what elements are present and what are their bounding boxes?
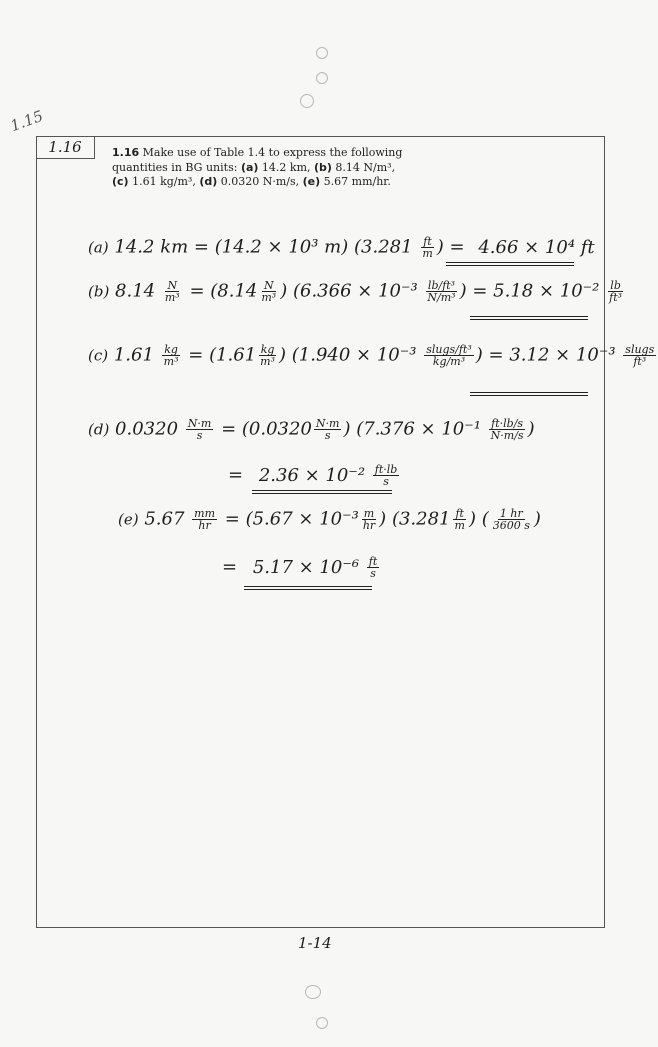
solution-c-factor-units: $\frac{\text{slugs/ft³}}{\text{kg/m³}}$ <box>426 343 472 368</box>
solution-d-underline-1 <box>252 490 392 491</box>
solution-c-result-units: $\frac{\text{slugs}}{\text{ft³}}$ <box>625 343 655 368</box>
solution-a-close: ) = <box>436 236 465 258</box>
solution-d-factor: (7.376 × 10⁻¹ <box>356 418 481 440</box>
binder-hole-bottom-2 <box>316 1017 328 1029</box>
solution-a-given: 14.2 km = <box>114 236 209 258</box>
solution-e-factor-close: ) <box>468 508 476 530</box>
solution-c-factor: (1.940 × 10⁻³ <box>291 344 417 366</box>
solution-e-underline-1 <box>244 586 372 587</box>
solution-b-step-units: $\frac{N}{\text{m³}}$ <box>261 279 277 304</box>
solution-a-factor-units: $\frac{ft}{m}$ <box>422 235 433 260</box>
part-c-label: (c) <box>112 175 129 188</box>
part-c-quantity: 1.61 kg/m³, <box>128 175 200 188</box>
solution-d-result-units: $\frac{ft\cdot lb}{s}$ <box>374 463 398 488</box>
problem-text: Make use of Table 1.4 to express the following quantities in BG units: <box>112 146 403 174</box>
part-a-label: (a) <box>240 160 259 174</box>
solution-d-step-close: ) <box>343 418 351 440</box>
solution-e-close: ) <box>533 508 541 530</box>
solution-e-given: 5.67 <box>144 508 185 530</box>
solution-d-underline-2 <box>252 493 392 494</box>
margin-note: 1.15 <box>7 106 46 136</box>
solution-c-given: 1.61 <box>113 344 154 366</box>
binder-hole-top-1 <box>316 47 328 59</box>
solution-e-result-units: $\frac{ft}{s}$ <box>368 555 378 580</box>
solution-e-factor: (3.281 <box>391 508 451 530</box>
solution-d-equals-2: = <box>228 464 244 486</box>
problem-statement <box>112 146 412 190</box>
solution-a-line <box>88 236 595 259</box>
solution-c-label: (c) <box>88 346 109 365</box>
solution-c-underline-2 <box>470 395 588 396</box>
solution-d-step: (0.0320 <box>241 418 312 440</box>
solution-b-factor: (6.366 × 10⁻³ <box>292 280 418 302</box>
part-e-quantity: 5.67 mm/hr. <box>320 175 391 188</box>
solution-d-result-line <box>228 464 401 487</box>
solution-e-equals-2: = <box>222 556 238 578</box>
solution-b-result: 5.18 × 10⁻² <box>493 280 600 302</box>
solution-c-step-units: $\frac{kg}{\text{m³}}$ <box>260 343 276 368</box>
solution-c-result: 3.12 × 10⁻³ <box>509 344 616 366</box>
solution-e-label: (e) <box>118 510 139 529</box>
solution-e-step-units: $\frac{m}{hr}$ <box>362 507 376 532</box>
solution-b-given-units: $\frac{N}{\text{m³}}$ <box>164 279 180 304</box>
solution-b-step: (8.14 <box>210 280 258 302</box>
solution-e-step: (5.67 × 10⁻³ <box>245 508 359 530</box>
problem-tag: 1.16 <box>36 136 95 159</box>
solution-d-equals: = <box>221 418 237 440</box>
solution-e-equals: = <box>224 508 240 530</box>
solution-b-equals: = <box>189 280 205 302</box>
part-a-quantity: 14.2 km, <box>258 160 314 174</box>
solution-d-given: 0.0320 <box>115 418 179 440</box>
binder-hole-top-3 <box>300 94 314 108</box>
solution-c-equals: = <box>188 344 204 366</box>
solution-c-step-close: ) <box>279 344 287 366</box>
part-d-label: (d) <box>199 175 218 188</box>
part-b-label: (b) <box>314 160 332 174</box>
binder-hole-bottom-1 <box>305 985 321 999</box>
binder-hole-top-2 <box>316 72 328 84</box>
solution-d-line <box>88 418 535 441</box>
solution-d-label: (d) <box>88 420 110 439</box>
solution-a-underline-2 <box>446 265 574 266</box>
solution-b-line <box>88 280 626 303</box>
solution-c-underline-1 <box>470 392 588 393</box>
solution-e-underline-2 <box>244 589 372 590</box>
solution-e-result-line <box>222 556 381 579</box>
solution-b-close: ) = <box>459 280 488 302</box>
part-e-label: (e) <box>302 175 321 188</box>
solution-b-given: 8.14 <box>115 280 156 302</box>
solution-b-factor-units: $\frac{\text{lb/ft³}}{\text{N/m³}}$ <box>427 279 456 304</box>
solution-e-result: 5.17 × 10⁻⁶ <box>252 556 360 578</box>
solution-b-result-units: $\frac{lb}{\text{ft³}}$ <box>609 279 623 304</box>
solution-a-step: (14.2 × 10³ m) <box>214 236 349 258</box>
solution-b-underline-1 <box>470 316 588 317</box>
solution-c-line <box>88 344 658 367</box>
solution-d-close: ) <box>527 418 535 440</box>
solution-e-given-units: $\frac{mm}{hr}$ <box>194 507 216 532</box>
solution-c-close: ) = <box>475 344 504 366</box>
solution-b-label: (b) <box>88 282 110 301</box>
solution-b-underline-2 <box>470 319 588 320</box>
part-d-quantity: 0.0320 N·m/s, <box>217 175 303 188</box>
solution-d-result: 2.36 × 10⁻² <box>258 464 366 486</box>
solution-c-given-units: $\frac{kg}{\text{m³}}$ <box>163 343 179 368</box>
solution-d-step-units: $\frac{N\cdot m}{s}$ <box>315 417 340 442</box>
solution-b-step-close: ) <box>280 280 288 302</box>
problem-number: 1.16 <box>112 146 140 159</box>
solution-a-result: 4.66 × 10⁴ ft <box>478 236 595 258</box>
solution-c-step: (1.61 <box>209 344 257 366</box>
solution-e-factor2: ( <box>481 508 489 530</box>
solution-e-line <box>118 508 541 531</box>
part-b-quantity: 8.14 N/m³, <box>331 160 396 174</box>
solution-a-factor: (3.281 <box>354 236 413 258</box>
solution-e-factor2-units: $\frac{1 hr}{3600 s}$ <box>492 507 530 532</box>
solution-d-factor-units: $\frac{ft\cdot lb/s}{N\cdot m/s}$ <box>490 417 524 442</box>
solution-d-given-units: $\frac{N\cdot m}{s}$ <box>187 417 212 442</box>
solution-e-step-close: ) <box>379 508 387 530</box>
page-number: 1-14 <box>298 934 332 952</box>
solution-a-label: (a) <box>88 238 109 257</box>
solution-e-factor-units: $\frac{ft}{m}$ <box>454 507 465 532</box>
solution-a-underline-1 <box>446 262 574 263</box>
